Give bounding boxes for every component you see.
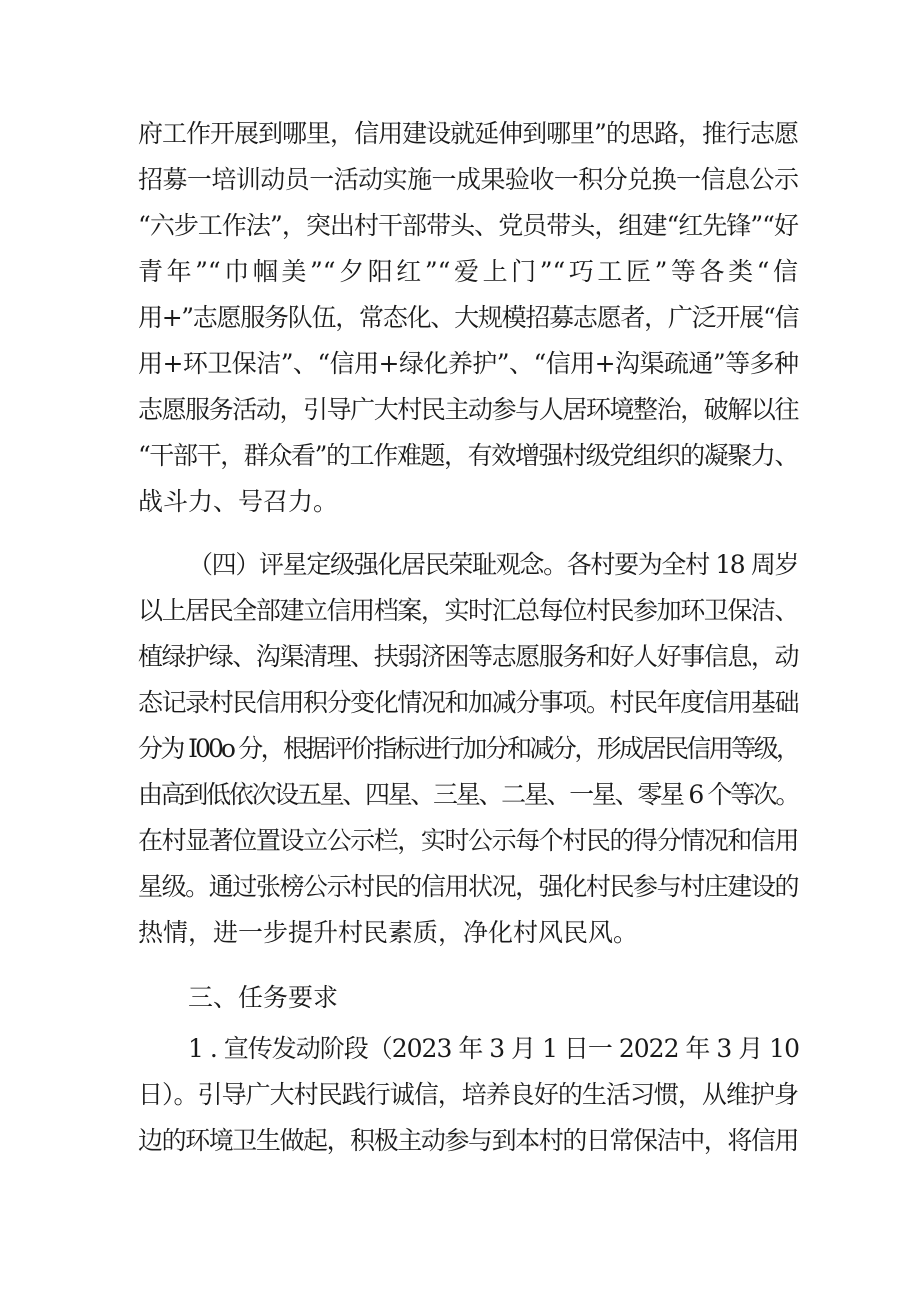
text-line: 1 . 宣传发动阶段（2023 年 3 月 1 日一 2022 年 3 月 10 xyxy=(188,1034,799,1063)
text-line: “干部干，群众看”的工作难题，有效增强村级党组织的凝聚力、 xyxy=(138,441,798,470)
text-line: 态记录村民信用积分变化情况和加减分事项。村民年度信用基础 xyxy=(138,688,798,717)
text-line: 府工作开展到哪里，信用建设就延伸到哪里”的思路，推行志愿 xyxy=(138,119,798,148)
text-line: 用+环卫保洁”、“信用+绿化养护”、“信用+沟渠疏通”等多种 xyxy=(138,349,798,378)
text-line: 由高到低依次设五星、四星、三星、二星、一星、零星 6 个等次。 xyxy=(138,780,798,809)
text-line: 用+”志愿服务队伍，常态化、大规模招募志愿者，广泛开展“信 xyxy=(138,303,798,332)
text-line: 植绿护绿、沟渠清理、扶弱济困等志愿服务和好人好事信息，动 xyxy=(138,642,798,671)
text-line: 热情，进一步提升村民素质，净化村风民风。 xyxy=(138,918,639,947)
text-line: 在村显著位置设立公示栏，实时公示每个村民的得分情况和信用 xyxy=(138,826,798,855)
text-line: 星级。通过张榜公示村民的信用状况，强化村民参与村庄建设的 xyxy=(138,872,798,901)
text-line: 青年”“巾帼美”“夕阳红”“爱上门”“巧工匠”等各类“信 xyxy=(138,257,798,286)
section-heading: 三、任务要求 xyxy=(188,983,339,1012)
text-line: 招募一培训动员一活动实施一成果验收一积分兑换一信息公示 xyxy=(138,165,798,194)
text-line: （四）评星定级强化居民荣耻观念。各村要为全村 18 周岁 xyxy=(188,550,798,579)
text-line: 边的环境卫生做起，积极主动参与到本村的日常保洁中，将信用 xyxy=(138,1126,798,1155)
text-line: 志愿服务活动，引导广大村民主动参与人居环境整治，破解以往 xyxy=(138,395,798,424)
text-line: 以上居民全部建立信用档案，实时汇总每位村民参加环卫保洁、 xyxy=(138,596,798,625)
text-line: 分为 I00o 分，根据评价指标进行加分和减分，形成居民信用等级， xyxy=(138,734,798,763)
text-line: 战斗力、号召力。 xyxy=(138,487,339,516)
text-line: “六步工作法”，突出村干部带头、党员带头，组建“红先锋”“好 xyxy=(138,211,798,240)
text-line: 日）。引导广大村民践行诚信，培养良好的生活习惯，从维护身 xyxy=(138,1080,798,1109)
